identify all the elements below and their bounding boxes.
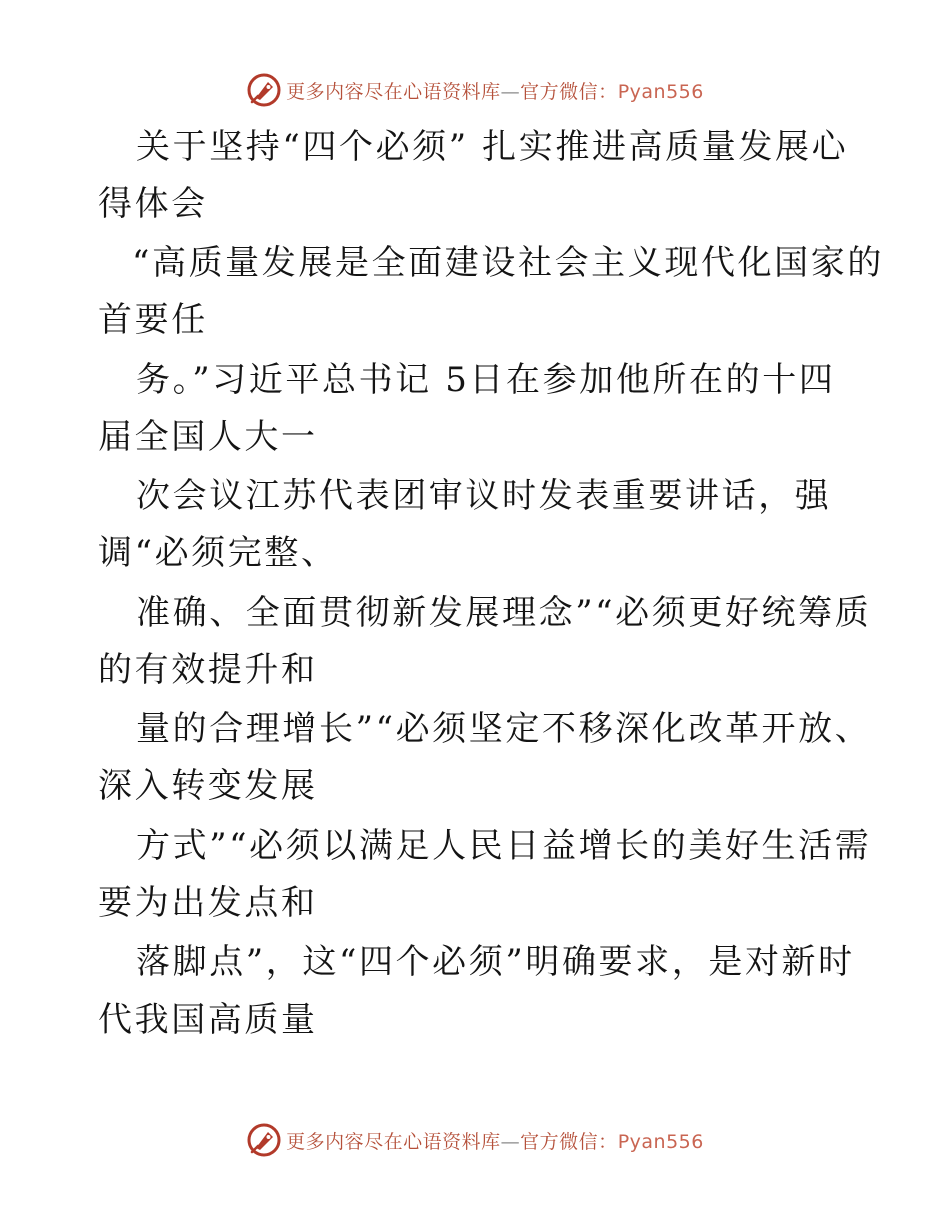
text-line: 务。”习近平总书记 5日在参加他所在的十四 xyxy=(136,360,836,400)
watermark-wechat-id: Pyan556 xyxy=(617,1130,704,1153)
text-line: 落脚点”，这“四个必须”明确要求，是对新时 xyxy=(136,942,855,982)
watermark-dash: — xyxy=(500,1130,521,1153)
text-line: 首要任 xyxy=(98,300,208,340)
text-line: 届全国人大一 xyxy=(98,417,318,457)
footer-watermark xyxy=(0,1120,950,1160)
text-line: 次会议江苏代表团审议时发表重要讲话，强 xyxy=(136,476,832,516)
watermark-wechat-id: Pyan556 xyxy=(617,80,704,103)
text-line: 深入转变发展 xyxy=(98,766,318,806)
text-line: 代我国高质量 xyxy=(98,1000,318,1040)
text-line: 方式”“必须以满足人民日益增长的美好生活需 xyxy=(136,826,872,866)
text-line: 关于坚持“四个必须” 扎实推进高质量发展心 xyxy=(136,127,849,167)
text-line: “高质量发展是全面建设社会主义现代化国家的 xyxy=(132,243,884,283)
watermark-site: 更多内容尽在心语资料库 xyxy=(286,1130,501,1153)
text-line: 准确、全面贯彻新发展理念”“必须更好统筹质 xyxy=(136,593,872,633)
watermark-wechat-label: 官方微信： xyxy=(520,80,618,103)
watermark-brand xyxy=(246,1122,704,1158)
watermark-dash: — xyxy=(500,80,521,103)
pen-nib-logo-icon xyxy=(246,1122,282,1158)
text-line: 要为出发点和 xyxy=(98,883,318,923)
watermark-site: 更多内容尽在心语资料库 xyxy=(286,80,501,103)
text-line: 量的合理增长”“必须坚定不移深化改革开放、 xyxy=(136,709,872,749)
watermark-wechat-label: 官方微信： xyxy=(520,1130,618,1153)
text-line: 得体会 xyxy=(98,184,208,224)
text-line: 调“必须完整、 xyxy=(98,533,338,573)
text-line: 的有效提升和 xyxy=(98,650,318,690)
